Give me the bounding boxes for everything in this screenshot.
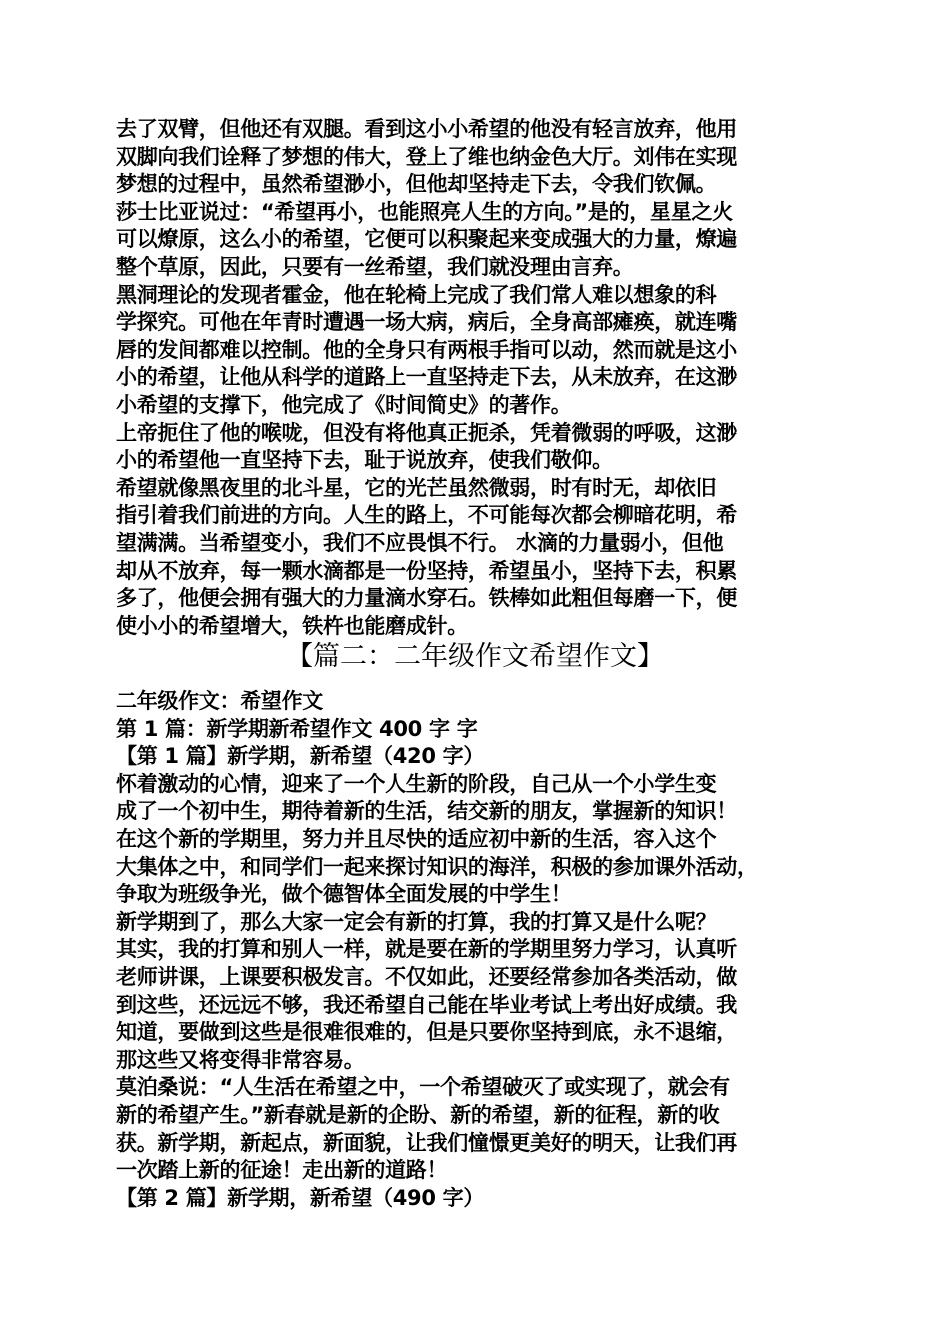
text-line: 唇的发间都难以控制。他的全身只有两根手指可以动，然而就是这小 bbox=[116, 337, 737, 362]
text-line: 那这些又将变得非常容易。 bbox=[116, 1047, 365, 1072]
text-line: 莫泊桑说：“人生活在希望之中，一个希望破灭了或实现了，就会有 bbox=[116, 1075, 730, 1100]
text-line: 去了双臂，但他还有双腿。看到这小小希望的他没有轻言放弃，他用 bbox=[116, 117, 737, 141]
text-line: 却从不放弃，每一颗水滴都是一份坚持，希望虽小，坚持下去，积累 bbox=[116, 558, 737, 583]
text-line: 整个草原，因此，只要有一丝希望，我们就没理由言弃。 bbox=[116, 254, 634, 279]
text-line: 梦想的过程中，虽然希望渺小，但他却坚持走下去，令我们钦佩。 bbox=[116, 172, 717, 197]
text-line: 大集体之中，和同学们一起来探讨知识的海洋，积极的参加课外活动， bbox=[116, 854, 758, 879]
text-line: 新的希望产生。”新春就是新的企盼、新的希望，新的征程，新的收 bbox=[116, 1102, 720, 1127]
text-line: 成了一个初中生，期待着新的生活，结交新的朋友，掌握新的知识！ bbox=[116, 799, 737, 824]
text-line: 黑洞理论的发现者霍金，他在轮椅上完成了我们常人难以想象的科 bbox=[116, 282, 717, 307]
text-line: 小希望的支撑下，他完成了《时间简史》的著作。 bbox=[116, 392, 572, 417]
text-line: 小的希望他一直坚持下去，耻于说放弃，使我们敬仰。 bbox=[116, 448, 613, 473]
text-line: 莎士比亚说过：“希望再小，也能照亮人生的方向。”是的，星星之火 bbox=[116, 199, 733, 224]
section-heading: 【篇二：二年级作文希望作文】 bbox=[286, 641, 664, 672]
essay-section-one bbox=[116, 116, 846, 640]
text-line: 双脚向我们诠释了梦想的伟大，登上了维也纳金色大厅。刘伟在实现 bbox=[116, 144, 737, 169]
text-line: 可以燎原，这么小的希望，它便可以积聚起来变成强大的力量，燎遍 bbox=[116, 227, 737, 252]
text-line: 老师讲课，上课要积极发言。不仅如此，还要经常参加各类活动，做 bbox=[116, 964, 737, 989]
text-line: 获。新学期，新起点，新面貌，让我们憧憬更美好的明天，让我们再 bbox=[116, 1130, 737, 1155]
text-line: 上帝扼住了他的喉咙，但没有将他真正扼杀，凭着微弱的呼吸，这渺 bbox=[116, 420, 737, 445]
text-line: 希望就像黑夜里的北斗星，它的光芒虽然微弱，时有时无，却依旧 bbox=[116, 475, 717, 500]
text-line: 【第 1 篇】新学期，新希望（420 字） bbox=[116, 744, 485, 769]
text-line: 多了，他便会拥有强大的力量滴水穿石。铁棒如此粗但每磨一下，便 bbox=[116, 586, 737, 611]
text-line: 学探究。可他在年青时遭遇一场大病，病后，全身高部瘫痪，就连嘴 bbox=[116, 310, 737, 335]
text-line: 使小小的希望增大，铁杵也能磨成针。 bbox=[116, 613, 468, 638]
essay-section-two bbox=[116, 688, 846, 1212]
text-line: 一次踏上新的征途！走出新的道路！ bbox=[116, 1158, 448, 1183]
text-line: 【第 2 篇】新学期，新希望（490 字） bbox=[116, 1185, 485, 1210]
text-line: 知道，要做到这些是很难很难的，但是只要你坚持到底，永不退缩， bbox=[116, 1020, 737, 1045]
text-line: 在这个新的学期里，努力并且尽快的适应初中新的生活，容入这个 bbox=[116, 826, 717, 851]
text-line: 第 1 篇：新学期新希望作文 400 字 字 bbox=[116, 716, 478, 741]
text-line: 新学期到了，那么大家一定会有新的打算，我的打算又是什么呢？ bbox=[116, 909, 717, 934]
text-line: 争取为班级争光，做个德智体全面发展的中学生！ bbox=[116, 882, 572, 907]
text-line: 其实，我的打算和别人一样，就是要在新的学期里努力学习，认真听 bbox=[116, 937, 737, 962]
text-line: 指引着我们前进的方向。人生的路上，不可能每次都会柳暗花明，希 bbox=[116, 503, 737, 528]
text-line: 怀着激动的心情，迎来了一个人生新的阶段，自己从一个小学生变 bbox=[116, 771, 717, 796]
text-line: 二年级作文：希望作文 bbox=[116, 689, 323, 713]
text-line: 小的希望，让他从科学的道路上一直坚持走下去，从未放弃，在这渺 bbox=[116, 365, 737, 390]
text-line: 到这些，还远远不够，我还希望自己能在毕业考试上考出好成绩。我 bbox=[116, 992, 737, 1017]
text-line: 望满满。当希望变小，我们不应畏惧不行。 水滴的力量弱小，但他 bbox=[116, 530, 724, 555]
